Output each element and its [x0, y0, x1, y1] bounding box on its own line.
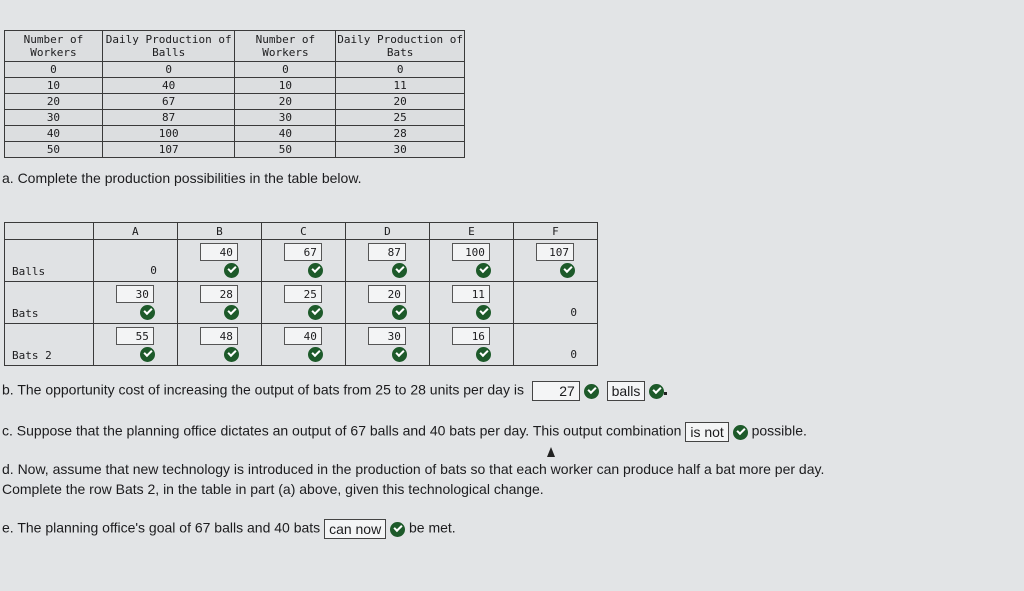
part-d-line2: Complete the row Bats 2, in the table in part (a) above, given this technological change. [2, 481, 544, 497]
correct-check-icon [392, 305, 407, 320]
table-row [5, 62, 465, 78]
static-value: 0 [570, 306, 577, 319]
table-cell: 40 [102, 78, 235, 94]
correct-check-icon [308, 347, 323, 362]
table-cell: 40 [235, 126, 336, 142]
table-cell [261, 324, 345, 366]
table-cell: 50 [5, 142, 103, 158]
answer-input[interactable]: 28 [200, 285, 238, 303]
column-header: Number of Workers [5, 31, 103, 62]
table-cell [261, 240, 345, 282]
answer-input[interactable]: 87 [368, 243, 406, 261]
part-c-after: possible. [751, 422, 807, 439]
correct-check-icon [733, 425, 748, 440]
table-cell [345, 324, 429, 366]
table-cell: 100 [102, 126, 235, 142]
part-c-text: c. Suppose that the planning office dictates an output of 67 balls and 40 bats per day. This output combination [2, 422, 682, 439]
answer-input[interactable]: 40 [284, 327, 322, 345]
table-cell: 11 [336, 78, 465, 94]
production-data-table [4, 30, 465, 158]
column-header-f: F [513, 223, 597, 240]
table-row [5, 282, 598, 324]
table-cell [513, 324, 597, 366]
table-row [5, 94, 465, 110]
column-header: Daily Production of Bats [336, 31, 465, 62]
table-cell: 30 [336, 142, 465, 158]
part-c [2, 422, 807, 442]
answer-input[interactable]: 16 [452, 327, 490, 345]
table-cell: 20 [5, 94, 103, 110]
part-a-text: a. Complete the production possibilities in the table below. [2, 170, 362, 186]
table-cell [345, 282, 429, 324]
table-cell [261, 282, 345, 324]
row-label-cell [5, 324, 94, 366]
table-cell [93, 324, 177, 366]
table-row [5, 142, 465, 158]
table-cell [429, 324, 513, 366]
table-cell [177, 324, 261, 366]
correct-check-icon [392, 347, 407, 362]
table-cell [429, 282, 513, 324]
part-d-line1: d. Now, assume that new technology is introduced in the production of bats so that each worker can produce half a bat more per day. [2, 461, 825, 477]
correct-check-icon [584, 384, 599, 399]
table-cell: 10 [235, 78, 336, 94]
correct-check-icon [224, 263, 239, 278]
row-label: Bats [12, 307, 39, 320]
row-label-cell [5, 240, 94, 282]
correct-check-icon [649, 384, 664, 399]
static-value: 0 [150, 264, 157, 277]
table-cell: 0 [235, 62, 336, 78]
possibility-dropdown[interactable]: is not [685, 422, 728, 442]
correct-check-icon [560, 263, 575, 278]
answer-input[interactable]: 30 [116, 285, 154, 303]
correct-check-icon [476, 305, 491, 320]
corner-cell [5, 223, 94, 240]
correct-check-icon [224, 347, 239, 362]
table-cell: 40 [5, 126, 103, 142]
correct-check-icon [224, 305, 239, 320]
table-cell: 0 [5, 62, 103, 78]
answer-input[interactable]: 48 [200, 327, 238, 345]
production-possibilities-table [4, 222, 598, 366]
correct-check-icon [140, 305, 155, 320]
table-cell: 0 [336, 62, 465, 78]
unit-dropdown[interactable]: balls [607, 381, 646, 401]
static-value: 0 [570, 348, 577, 361]
table-cell: 0 [102, 62, 235, 78]
column-header-d: D [345, 223, 429, 240]
table-row [5, 240, 598, 282]
table-row [5, 126, 465, 142]
opportunity-cost-input[interactable]: 27 [532, 381, 580, 401]
table-row [5, 110, 465, 126]
correct-check-icon [390, 522, 405, 537]
answer-input[interactable]: 11 [452, 285, 490, 303]
table-cell [429, 240, 513, 282]
part-b [2, 381, 667, 401]
mouse-cursor-icon [547, 447, 555, 457]
answer-input[interactable]: 25 [284, 285, 322, 303]
table-row [5, 324, 598, 366]
table-cell: 28 [336, 126, 465, 142]
table-cell: 87 [102, 110, 235, 126]
answer-input[interactable]: 20 [368, 285, 406, 303]
part-e [2, 519, 456, 539]
answer-input[interactable]: 67 [284, 243, 322, 261]
column-header-c: C [261, 223, 345, 240]
correct-check-icon [308, 263, 323, 278]
table-cell: 25 [336, 110, 465, 126]
table-cell: 30 [5, 110, 103, 126]
table-cell: 20 [235, 94, 336, 110]
column-header-b: B [177, 223, 261, 240]
correct-check-icon [140, 347, 155, 362]
correct-check-icon [476, 347, 491, 362]
table-cell: 30 [235, 110, 336, 126]
table-cell: 67 [102, 94, 235, 110]
correct-check-icon [392, 263, 407, 278]
table-cell [93, 240, 177, 282]
column-header: Number of Workers [235, 31, 336, 62]
goal-dropdown[interactable]: can now [324, 519, 386, 539]
table-cell: 10 [5, 78, 103, 94]
table-cell: 50 [235, 142, 336, 158]
answer-input[interactable]: 100 [452, 243, 490, 261]
part-b-text: b. The opportunity cost of increasing the output of bats from 25 to 28 units per day is [2, 381, 524, 398]
table-cell: 107 [102, 142, 235, 158]
row-label: Bats 2 [12, 349, 52, 362]
column-header-e: E [429, 223, 513, 240]
table-cell [177, 282, 261, 324]
answer-input[interactable]: 40 [200, 243, 238, 261]
row-label-cell [5, 282, 94, 324]
row-label: Balls [12, 265, 46, 278]
answer-input[interactable]: 30 [368, 327, 406, 345]
table-cell [93, 282, 177, 324]
part-e-after: be met. [409, 519, 456, 536]
period [664, 392, 667, 395]
correct-check-icon [476, 263, 491, 278]
table-row [5, 78, 465, 94]
answer-input[interactable]: 107 [536, 243, 574, 261]
table-cell [177, 240, 261, 282]
table-cell [513, 240, 597, 282]
correct-check-icon [308, 305, 323, 320]
table-cell [513, 282, 597, 324]
table-cell [345, 240, 429, 282]
answer-input[interactable]: 55 [116, 327, 154, 345]
part-e-text: e. The planning office's goal of 67 balls and 40 bats [2, 519, 321, 536]
column-header-a: A [93, 223, 177, 240]
table-cell: 20 [336, 94, 465, 110]
column-header: Daily Production of Balls [102, 31, 235, 62]
